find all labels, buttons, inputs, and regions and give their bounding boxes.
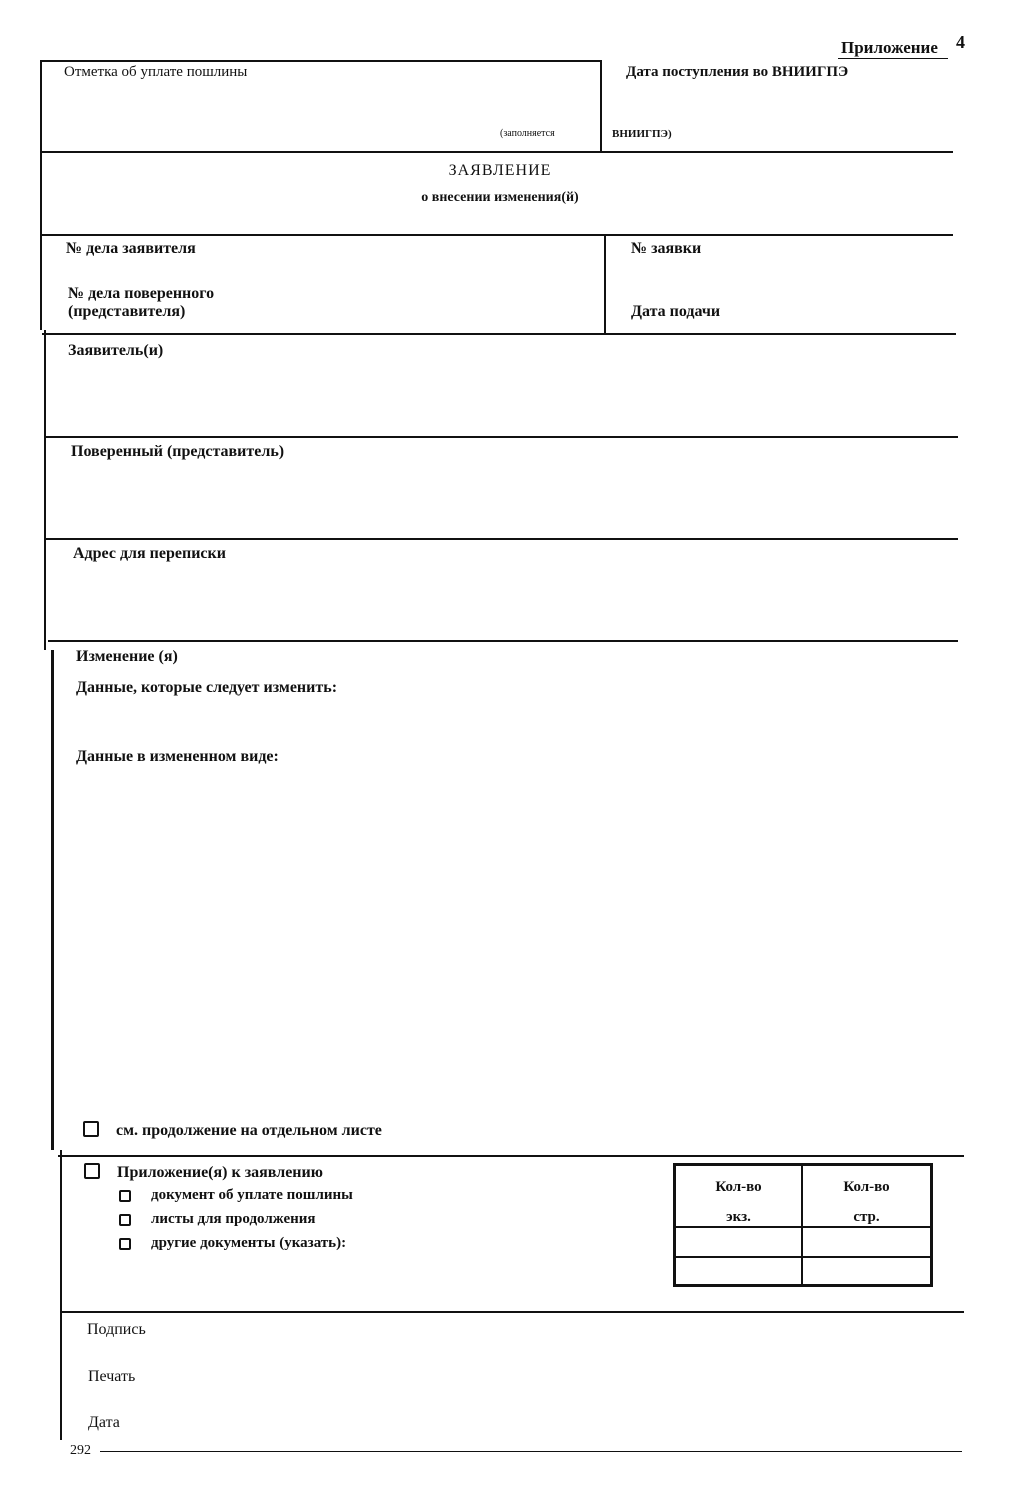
page-number: 292 (70, 1443, 91, 1458)
copies-header-line2: экз. (726, 1209, 751, 1225)
seal-label: Печать (88, 1368, 136, 1385)
filled-note-left: (заполняется (500, 128, 555, 139)
applicant-case-no-label: № дела заявителя (66, 240, 196, 257)
receipt-date-label: Дата поступления во ВНИИГПЭ (626, 64, 849, 80)
form-title: ЗАЯВЛЕНИЕ (448, 162, 552, 179)
table-header-line (676, 1226, 930, 1228)
case-divider (604, 234, 606, 334)
header-divider (600, 60, 602, 152)
copies-header-line1: Кол-во (715, 1179, 762, 1195)
annex-item-1: документ об уплате пошлины (151, 1187, 353, 1203)
table-col-divider (801, 1166, 803, 1284)
attorney-bottom-line (46, 538, 958, 540)
pages-cell-2[interactable] (806, 1259, 926, 1281)
annex-item-checkbox-2[interactable] (119, 1214, 131, 1226)
attorney-label: Поверенный (представитель) (71, 443, 285, 460)
copies-cell-2[interactable] (678, 1259, 798, 1281)
attorney-case-no-paren: (представителя) (68, 303, 186, 320)
continuation-label: см. продолжение на отдельном листе (116, 1122, 382, 1139)
case-bottom-line (42, 333, 956, 335)
payment-mark-label: Отметка об уплате пошлины (64, 64, 248, 80)
attorney-case-no-label: № дела поверенного (68, 285, 215, 302)
pages-header-line2: стр. (853, 1209, 880, 1225)
pages-cell-1[interactable] (806, 1229, 926, 1254)
applicants-label: Заявитель(и) (68, 342, 164, 359)
address-bottom-line (48, 640, 958, 642)
header-bottom-line (40, 151, 953, 153)
address-label: Адрес для переписки (73, 545, 226, 562)
form-left-border-4 (60, 1150, 62, 1440)
appendix-label: Приложение (841, 38, 938, 57)
application-no-label: № заявки (631, 240, 702, 257)
annex-checkbox[interactable] (84, 1163, 100, 1179)
date-label: Дата (88, 1414, 120, 1431)
annex-item-checkbox-3[interactable] (119, 1238, 131, 1250)
annex-count-table (673, 1163, 933, 1287)
copies-cell-1[interactable] (678, 1229, 798, 1254)
data-changed-label: Данные в измененном виде: (76, 748, 279, 765)
annex-item-3: другие документы (указать): (151, 1235, 347, 1251)
filing-date-label: Дата подачи (631, 303, 721, 320)
signature-label: Подпись (87, 1321, 146, 1338)
header-top-line (40, 60, 602, 62)
form-left-border-3 (51, 650, 54, 1150)
applicants-bottom-line (44, 436, 958, 438)
filled-note-right: ВНИИГПЭ) (612, 128, 672, 140)
page-bottom-line (100, 1451, 962, 1452)
continuation-bottom-line (58, 1155, 964, 1157)
annex-item-2: листы для продолжения (151, 1211, 316, 1227)
annex-bottom-line (60, 1311, 964, 1313)
annex-title: Приложение(я) к заявлению (117, 1164, 323, 1181)
data-to-change-label: Данные, которые следует изменить: (76, 679, 338, 696)
appendix-number: 4 (956, 32, 965, 52)
pages-header-line1: Кол-во (843, 1179, 890, 1195)
changes-label: Изменение (я) (76, 648, 178, 665)
table-row-line (676, 1256, 930, 1258)
appendix-underline (838, 58, 948, 59)
title-bottom-line (40, 234, 953, 236)
annex-item-checkbox-1[interactable] (119, 1190, 131, 1202)
form-left-border-2 (44, 330, 46, 650)
form-subtitle: о внесении изменения(й) (421, 190, 579, 205)
continuation-checkbox[interactable] (83, 1121, 99, 1137)
